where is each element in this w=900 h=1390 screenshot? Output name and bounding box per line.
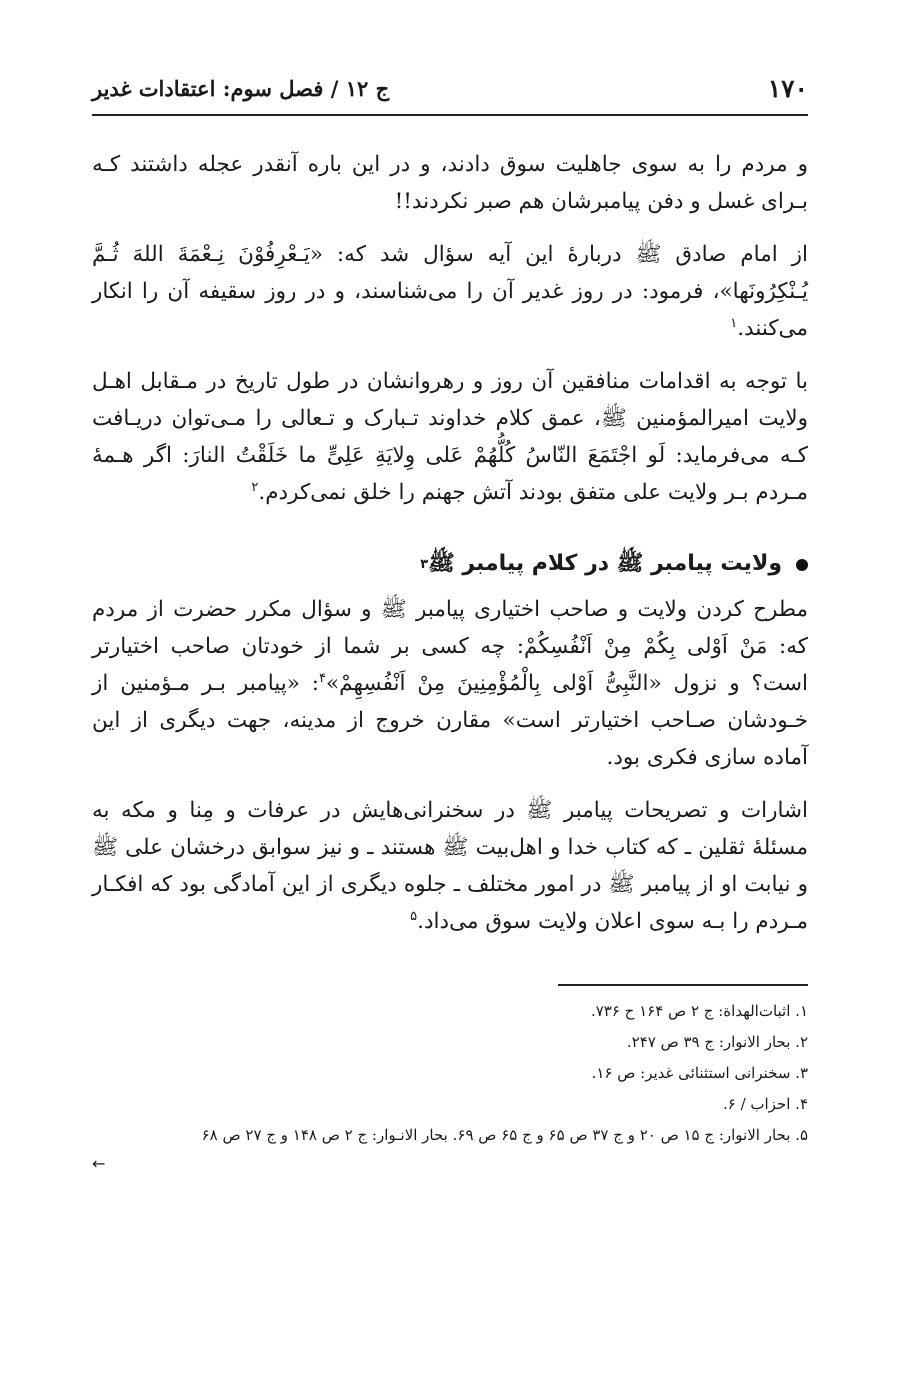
paragraph-text: با توجه به اقدامات منافقین آن روز و رهروانشان در طول تاریخ در مـقابل اهـل ولایت امیرالمؤمنین ﷺ، عمق کلام خداوند تـبارک و تـعالی را مـی‌توان دریـافت کـه می‌فرماید: لَو اجْتَمَعَ النّاسُ کُلُّهُمْ عَلی وِلایَةِ عَلِیٍّ ما خَلَقْتُ النارَ: اگر هـمهٔ مـردم بـر ولایت علی متفق بودند آتش جهنم را خلق نمی‌کردم.: [92, 369, 808, 505]
footnote-ref[interactable]: ۴: [319, 670, 327, 686]
paragraph-2: [92, 236, 808, 347]
footnote-divider: [558, 984, 808, 986]
footnotes: [92, 1000, 808, 1175]
paragraph-text: و مردم را به سوی جاهلیت سوق دادند، و در این باره آنقدر عجله داشتند کـه بـرای غسل و دفن پیامبرشان هم صبر نکردند!!: [92, 152, 808, 214]
continuation-arrow-icon: ←: [92, 1154, 106, 1173]
section-paragraph-2: [92, 792, 808, 940]
chapter-title: ج ۱۲ / فصل سوم: اعتقادات غدیر: [92, 76, 390, 101]
paragraph-text: مطرح کردن ولایت و صاحب اختیاری پیامبر ﷺ و سؤال مکرر حضرت از مردم که: مَنْ اَوْلی بِکُمْ مِنْ اَنْفُسِکُمْ: چه کسی بر شما از خودتان صاحب اختیارتر است؟ و نزول «النَّبِیُّ اَوْلی بِالْمُؤْمِنِینَ مِنْ اَنْفُسِهِمْ»: [92, 597, 809, 696]
bullet-icon: [796, 559, 808, 571]
footnote-3: ۳. سخنرانی استثنائی غدیر: ص ۱۶.: [591, 1064, 808, 1082]
paragraph-text-tail: : «پیامبر بـر مـؤمنین از خـودشان صـاحب اختیارتر است» مقارن خروج از مدینه، جهت دیگری از این آماده سازی فکری بود.: [92, 671, 808, 770]
body-text: [92, 146, 808, 940]
paragraph-1: [92, 146, 808, 220]
section-heading-text: ولایت پیامبر ﷺ در کلام پیامبر ﷺ: [428, 551, 782, 576]
page-number: ۱۷۰: [767, 74, 808, 103]
book-page: [92, 62, 808, 1175]
footnote-ref[interactable]: ۱: [730, 315, 738, 331]
section-paragraph-1: [92, 591, 808, 776]
paragraph-3: [92, 363, 808, 511]
footnote-1: ۱. اثبات‌الهداة: ج ۲ ص ۱۶۴ ح ۷۳۶.: [590, 1002, 808, 1020]
paragraph-text: از امام صادق ﷺ دربارهٔ این آیه سؤال شد که: «یَـعْرِفُوْنَ نِـعْمَةَ اللهَ ثُـمَّ یُـنْکِرُونَها»، فرمود: در روز غدیر آن را می‌شناسند، و در روز سقیفه آن را انکار می‌کنند.: [92, 242, 808, 341]
footnote-5: ۵. بحار الانوار: ج ۱۵ ص ۲۰ و ج ۳۷ ص ۶۵ و ج ۶۵ ص ۶۹. بحار الانـوار: ج ۲ ص ۱۴۸ و ج ۲۷ ص ۶۸: [201, 1126, 808, 1144]
section-heading: ولایت پیامبر ﷺ در کلام پیامبر ﷺ ۳: [92, 549, 808, 581]
running-head: [92, 62, 808, 116]
footnote-ref[interactable]: ۲: [251, 479, 259, 495]
footnote-4: ۴. احزاب / ۶.: [722, 1095, 808, 1113]
footnote-2: ۲. بحار الانوار: ج ۳۹ ص ۲۴۷.: [626, 1033, 808, 1051]
paragraph-text: اشارات و تصریحات پیامبر ﷺ در سخنرانی‌هایش در عرفات و مِنا و مکه به مسئلهٔ ثقلین ـ که کتاب خدا و اهل‌بیت ﷺ هستند ـ و نیز سوابق درخشان علی ﷺ و نیابت او از پیامبر ﷺ در امور مختلف ـ جلوه دیگری از این آمادگی بود که افکـار مـردم را بـه سوی اعلان ولایت سوق می‌داد.: [92, 798, 808, 934]
footnote-ref[interactable]: ۵: [410, 908, 418, 924]
